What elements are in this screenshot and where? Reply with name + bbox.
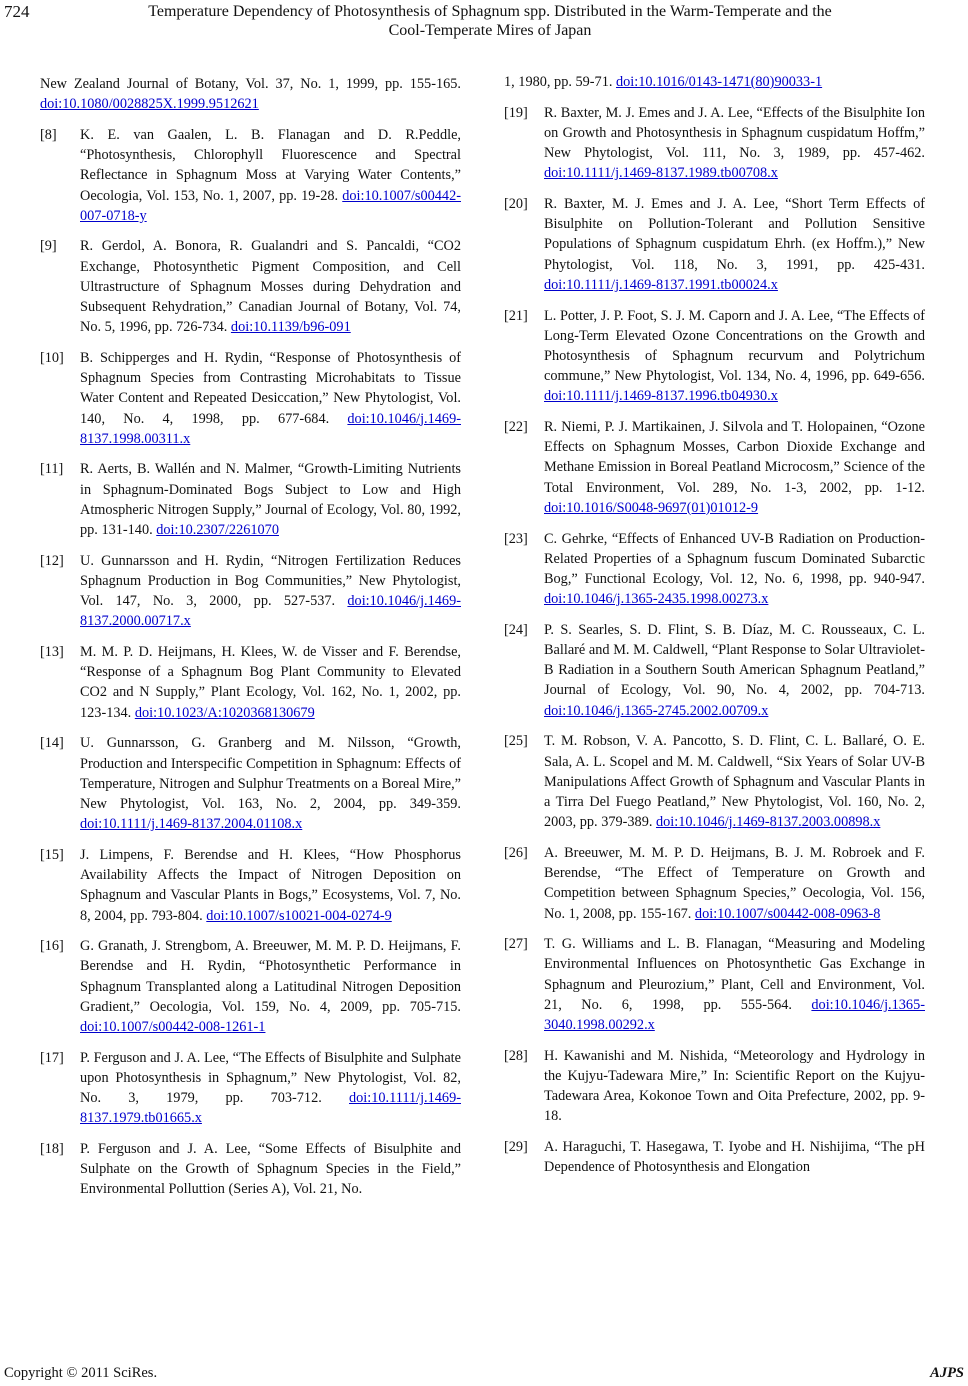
reference-number: [10] <box>40 349 64 366</box>
doi-link[interactable]: doi:10.1046/j.1469-8137.1998.00311.x <box>80 410 461 447</box>
reference-item <box>40 348 461 449</box>
reference-item <box>40 125 461 226</box>
reference-number: [20] <box>504 196 528 213</box>
doi-link[interactable]: doi:10.1111/j.1469-8137.2004.01108.x <box>80 816 303 833</box>
reference-item <box>40 642 461 723</box>
doi-link[interactable]: doi:10.1046/j.1469-8137.2003.00898.x <box>656 814 881 831</box>
running-title-line-2: Cool-Temperate Mires of Japan <box>388 22 592 39</box>
reference-text: P. Ferguson and J. A. Lee, “The Effects of Bisulphite and Sulphate upon Photosynthesis in Sphagnum,” New Phytologist, Vol. 82, No. 3, 1979, pp. 703-712. <box>80 1049 461 1107</box>
reference-item <box>504 620 925 721</box>
page-number: 724 <box>4 2 30 21</box>
doi-link[interactable]: doi:10.1111/j.1469-8137.1991.tb00024.x <box>544 276 778 293</box>
reference-text: T. G. Williams and L. B. Flanagan, “Measuring and Modeling Environmental Influences on Photosynthetic Gas Exchange in Sphagnum and Pleurozium,” Plant, Cell and Environment, Vol. 21, No. 6, 1998, pp. 555-564. <box>544 936 925 1013</box>
reference-text: U. Gunnarsson, G. Granberg and M. Nilsson, “Growth, Production and Interspecific Competition in Sphagnum: Effects of Temperature, Nitrogen and Sulphur Treatments on a Boreal Mire,” New Phytologist, Vol. 163, No. 2, 2004, pp. 349-359. <box>80 735 461 812</box>
reference-item <box>40 551 461 632</box>
reference-item <box>40 236 461 337</box>
references-left-column <box>40 74 461 1210</box>
reference-number: [12] <box>40 552 64 569</box>
reference-item <box>504 72 925 92</box>
reference-text: P. S. Searles, S. D. Flint, S. B. Díaz, M. C. Rousseaux, C. L. Ballaré and M. M. Caldwell, “Plant Response to Solar Ultraviolet-B Radiation in a Southern South American Sphagnum Peatland,” Journal of Ecology, Vol. 90, No. 4, 2002, pp. 704-713. <box>544 621 925 699</box>
reference-text: R. Gerdol, A. Bonora, R. Gualandri and S. Pancaldi, “CO2 Exchange, Photosynthetic Pigment Composition, and Cell Ultrastructure of Sphagnum Mosses during Dehydration and Subsequent Rehydration,” Canadian Journal of Botany, Vol. 74, No. 5, 1996, pp. 726-734. <box>80 238 461 336</box>
reference-item <box>504 306 925 407</box>
reference-text: New Zealand Journal of Botany, Vol. 37, No. 1, 1999, pp. 155-165. <box>40 76 461 92</box>
reference-item <box>40 74 461 114</box>
reference-text: A. Haraguchi, T. Hasegawa, T. Iyobe and H. Nishijima, “The pH Dependence of Photosynthesis and Elongation <box>544 1139 925 1176</box>
reference-text: R. Aerts, B. Wallén and N. Malmer, “Growth-Limiting Nutrients in Sphagnum-Dominated Bogs Subject to Low and High Atmospheric Nitrogen Supply,” Journal of Ecology, Vol. 80, 1992, pp. 131-140. <box>80 461 461 539</box>
reference-text: M. M. P. D. Heijmans, H. Klees, W. de Visser and F. Berendse, “Response of a Sphagnum Bog Plant Community to Elevated CO2 and N Supply,” Plant Ecology, Vol. 162, No. 1, 2002, pp. 123-134. <box>80 644 461 721</box>
reference-number: [13] <box>40 644 64 661</box>
reference-item <box>40 1048 461 1129</box>
reference-number: [27] <box>504 936 528 953</box>
reference-number: [26] <box>504 844 528 861</box>
reference-item <box>40 1139 461 1200</box>
reference-text: U. Gunnarsson and H. Rydin, “Nitrogen Fertilization Reduces Sphagnum Production in Bog Communities,” New Phytologist, Vol. 147, No. 3, 2000, pp. 527-537. <box>80 552 461 610</box>
reference-text: A. Breeuwer, M. M. P. D. Heijmans, B. J. M. Robroek and F. Berendse, “The Effect of Temperature on Growth and Competition between Sphagnum Species,” Oecologia, Vol. 156, No. 1, 2008, pp. 155-167. <box>544 844 925 922</box>
reference-item <box>504 731 925 832</box>
doi-link[interactable]: doi:10.1007/s10021-004-0274-9 <box>206 907 392 924</box>
doi-link[interactable]: doi:10.1111/j.1469-8137.1979.tb01665.x <box>80 1090 461 1127</box>
reference-item <box>504 934 925 1035</box>
running-title <box>70 2 910 40</box>
doi-link[interactable]: doi:10.1111/j.1469-8137.1989.tb00708.x <box>544 165 778 182</box>
reference-item <box>504 529 925 610</box>
reference-number: [14] <box>40 735 64 752</box>
doi-link[interactable]: doi:10.1046/j.1469-8137.2000.00717.x <box>80 593 461 630</box>
doi-link[interactable]: doi:10.1046/j.1365-3040.1998.00292.x <box>544 996 925 1034</box>
reference-item <box>504 1046 925 1127</box>
reference-number: [16] <box>40 938 64 955</box>
reference-number: [17] <box>40 1049 64 1066</box>
reference-item <box>504 1137 925 1177</box>
reference-number: [22] <box>504 419 528 436</box>
doi-link[interactable]: doi:10.2307/2261070 <box>156 522 279 539</box>
reference-text: B. Schipperges and H. Rydin, “Response of Photosynthesis of Sphagnum Species from Contrasting Microhabitats to Tissue Water Content and Repeated Desiccation,” New Phytologist, Vol. 140, No. 4, 1998, pp. 677-684. <box>80 349 461 427</box>
doi-link[interactable]: doi:10.1016/0143-1471(80)90033-1 <box>616 74 823 90</box>
reference-item <box>504 103 925 184</box>
reference-text: R. Baxter, M. J. Emes and J. A. Lee, “Effects of the Bisulphite Ion on Growth and Photosynthesis in Sphagnum cuspidatum Hoffm,” New Phytologist, Vol. 111, No. 3, 1989, pp. 457-462. <box>544 104 925 162</box>
doi-link[interactable]: doi:10.1007/s00442-008-0963-8 <box>694 905 881 922</box>
reference-text: G. Granath, J. Strengbom, A. Breeuwer, M. M. P. D. Heijmans, F. Berendse and H. Rydin, “Photosynthetic Performance in Sphagnum Transplanted along a Latitudinal Nitrogen Deposition Gradient,” Oecologia, Vol. 159, No. 4, 2009, pp. 705-715. <box>80 938 461 1015</box>
reference-text: J. Limpens, F. Berendse and H. Klees, “How Phosphorus Availability Affects the Impact of Nitrogen Deposition on Sphagnum and Vascular Plants in Bogs,” Ecosystems, Vol. 7, No. 8, 2004, pp. 793-804. <box>80 846 461 924</box>
page-header <box>0 0 968 46</box>
doi-link[interactable]: doi:10.1046/j.1365-2745.2002.00709.x <box>544 702 769 719</box>
reference-item <box>40 459 461 540</box>
doi-link[interactable]: doi:10.1023/A:1020368130679 <box>134 704 315 721</box>
reference-text: H. Kawanishi and M. Nishida, “Meteorology and Hydrology in the Kujyu-Tadewara Mire,” In: Scientific Report on the Kujyu-Tadewara Area, Kokonoe Town and Oita Prefecture, 2002, pp. 9-18. <box>544 1047 925 1125</box>
reference-number: [9] <box>40 238 57 255</box>
reference-number: [15] <box>40 846 64 863</box>
reference-item <box>504 417 925 518</box>
reference-item <box>40 733 461 834</box>
reference-number: [18] <box>40 1141 64 1158</box>
reference-number: [29] <box>504 1139 528 1156</box>
reference-text: 1, 1980, pp. 59-71. <box>504 74 613 90</box>
doi-link[interactable]: doi:10.1080/0028825X.1999.9512621 <box>40 96 259 113</box>
references-right-column <box>504 72 925 1188</box>
reference-item <box>504 843 925 924</box>
reference-text: K. E. van Gaalen, L. B. Flanagan and D. R.Peddle, “Photosynthesis, Chlorophyll Fluorescence and Spectral Reflectance in Sphagnum Moss at Varying Water Contents,” Oecologia, Vol. 153, No. 1, 2007, pp. 19-28. <box>80 126 461 204</box>
reference-text: C. Gehrke, “Effects of Enhanced UV-B Radiation on Production-Related Properties of a Sphagnum fuscum Dominated Subarctic Bog,” Functional Ecology, Vol. 12, No. 6, 1998, pp. 940-947. <box>544 530 925 587</box>
reference-number: [24] <box>504 621 528 638</box>
reference-number: [23] <box>504 530 528 547</box>
doi-link[interactable]: doi:10.1007/s00442-008-1261-1 <box>80 1019 266 1036</box>
reference-text: T. M. Robson, V. A. Pancotto, S. D. Flint, C. L. Ballaré, O. E. Sala, A. L. Scopel and M. M. Caldwell, “Six Years of Solar UV-B Manipulations Affect Growth of Sphagnum and Vascular Plants in a Tirra Del Fuego Peatland,” New Phytologist, Vol. 160, No. 2, 2003, pp. 379-389. <box>544 733 925 831</box>
reference-number: [28] <box>504 1047 528 1064</box>
reference-text: R. Niemi, P. J. Martikainen, J. Silvola and T. Holopainen, “Ozone Effects on Sphagnum Mosses, Carbon Dioxide Exchange and Methane Emission in Boreal Peatland Microcosm,” Science of the Total Environment, Vol. 289, No. 1-3, 2002, pp. 1-12. <box>544 419 925 496</box>
reference-text: R. Baxter, M. J. Emes and J. A. Lee, “Short Term Effects of Bisulphite on Pollution-Tolerant and Pollution Sensitive Populations of Sphagnum cuspidatum Ehrh. (ex Hoffm.),” New Phytologist, Vol. 118, No. 3, 1991, pp. 425-431. <box>544 196 925 273</box>
reference-number: [25] <box>504 733 528 750</box>
running-title-line-1: Temperature Dependency of Photosynthesis of Sphagnum spp. Distributed in the Warm-Temperate and the <box>148 3 832 20</box>
doi-link[interactable]: doi:10.1046/j.1365-2435.1998.00273.x <box>544 591 769 608</box>
doi-link[interactable]: doi:10.1016/S0048-9697(01)01012-9 <box>544 499 759 516</box>
journal-abbreviation: AJPS <box>930 1365 964 1381</box>
reference-item <box>40 845 461 926</box>
doi-link[interactable]: doi:10.1007/s00442-007-0718-y <box>80 187 461 224</box>
reference-text: P. Ferguson and J. A. Lee, “Some Effects of Bisulphite and Sulphate on the Growth of Sphagnum Species in the Field,” Environmental Polluttion (Series A), Vol. 21, No. <box>80 1141 461 1198</box>
reference-item <box>40 936 461 1037</box>
reference-text: L. Potter, J. P. Foot, S. J. M. Caporn and J. A. Lee, “The Effects of Long-Term Elevated Ozone Concentrations on the Growth and Photosynthesis of Sphagnum recurvum and Polytrichum commune,” New Phytologist, Vol. 134, No. 4, 1996, pp. 649-656. <box>544 307 925 385</box>
reference-number: [19] <box>504 104 528 121</box>
reference-item <box>504 194 925 295</box>
doi-link[interactable]: doi:10.1111/j.1469-8137.1996.tb04930.x <box>544 388 778 405</box>
page-footer <box>0 1362 968 1386</box>
reference-number: [21] <box>504 307 528 324</box>
reference-number: [8] <box>40 126 57 143</box>
copyright-notice: Copyright © 2011 SciRes. <box>4 1365 158 1381</box>
reference-number: [11] <box>40 461 64 478</box>
doi-link[interactable]: doi:10.1139/b96-091 <box>230 319 351 336</box>
